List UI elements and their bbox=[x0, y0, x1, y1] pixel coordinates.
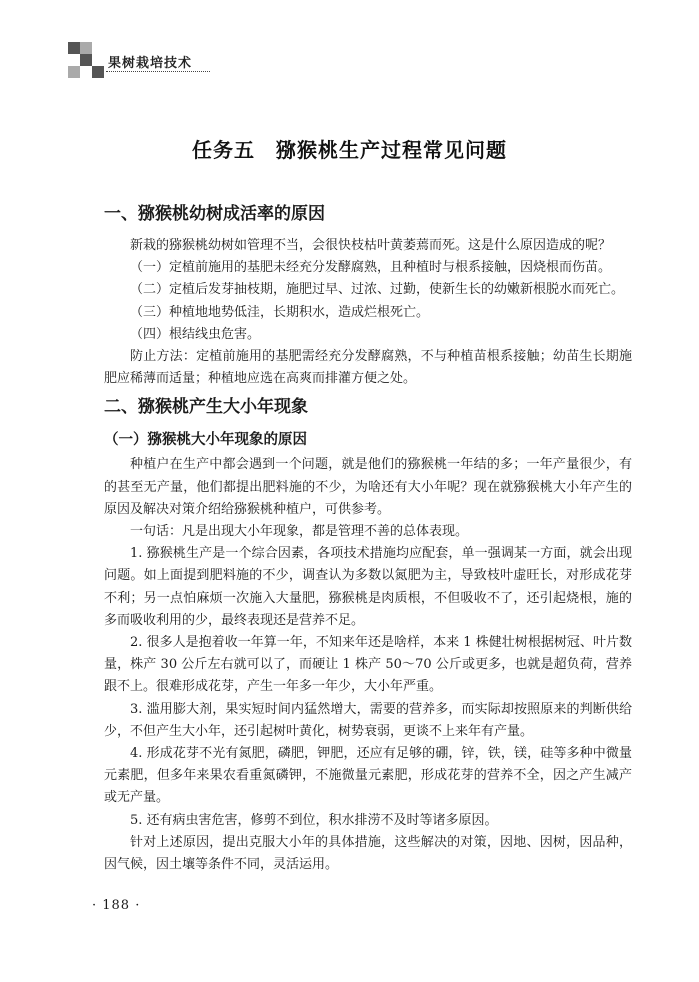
decor-square bbox=[68, 66, 80, 78]
decor-square bbox=[80, 42, 92, 54]
paragraph: 种植户在生产中都会遇到一个问题，就是他们的猕猴桃一年结的多；一年产量很少，有的甚至无产量，他们都提出肥料施的不少，为啥还有大小年呢？现在就猕猴桃大小年产生的原因及解决对策介绍给猕猴桃种植户，可供参考。 bbox=[104, 457, 632, 517]
paragraph: 防止方法：定植前施用的基肥需经充分发酵腐熟，不与种植苗根系接触；幼苗生长期施肥应稀薄而适量；种植地应选在高爽而排灌方便之处。 bbox=[104, 349, 632, 387]
decor-square bbox=[92, 66, 104, 78]
section-heading: 二、猕猴桃产生大小年现象 bbox=[104, 397, 308, 418]
paragraph: 3. 滥用膨大剂，果实短时间内猛然增大，需要的营养多，而实际却按照原来的判断供给少，不但产生大小年，还引起树叶黄化，树势衰弱，更谈不上来年有产量。 bbox=[104, 701, 632, 739]
task-title: 任务五 猕猴桃生产过程常见问题 bbox=[192, 138, 507, 162]
paragraph: （四）根结线虫危害。 bbox=[130, 326, 261, 342]
header-decoration bbox=[68, 42, 104, 78]
book-title: 果树栽培技术 bbox=[108, 56, 193, 71]
paragraph: 4. 形成花芽不光有氮肥，磷肥，钾肥，还应有足够的硼，锌，铁，镁，硅等多种中微量元素肥，但多年来果农看重氮磷钾，不施微量元素肥，形成花芽的营养不全，因之产生减产或无产量。 bbox=[104, 746, 632, 806]
decor-square bbox=[80, 54, 92, 66]
paragraph: 2. 很多人是抱着收一年算一年，不知来年还是啥样，本来 1 株健壮树根据树冠、叶片数量，株产 30 公斤左右就可以了，而硬让 1 株产 50～70 公斤或更多，也就是超负荷，营养跟不上。很难形成花芽，产生一年多一年少，大小年严重。 bbox=[104, 635, 632, 695]
paragraph: 一句话：凡是出现大小年现象，都是管理不善的总体表现。 bbox=[130, 524, 469, 540]
header-dotted-rule bbox=[106, 71, 210, 72]
paragraph: 新栽的猕猴桃幼树如管理不当，会很快枝枯叶黄萎蔫而死。这是什么原因造成的呢？ bbox=[130, 238, 612, 253]
page-body bbox=[104, 201, 632, 876]
subsection-heading: （一）猕猴桃大小年现象的原因 bbox=[104, 432, 307, 449]
section-heading: 一、猕猴桃幼树成活率的原因 bbox=[104, 204, 325, 224]
paragraph: （二）定植后发芽抽枝期，施肥过早、过浓、过勤，使新生长的幼嫩新根脱水而死亡。 bbox=[130, 282, 625, 298]
page-number: · 188 · bbox=[92, 898, 141, 913]
paragraph: 5. 还有病虫害危害，修剪不到位，积水排涝不及时等诸多原因。 bbox=[130, 812, 498, 828]
paragraph: 针对上述原因，提出克服大小年的具体措施，这些解决的对策，因地、因树，因品种，因气候，因土壤等条件不同，灵活运用。 bbox=[104, 834, 632, 873]
paragraph: （一）定植前施用的基肥未经充分发酵腐熟，且种植时与根系接触，因烧根而伤苗。 bbox=[130, 260, 612, 276]
paragraph: （三）种植地地势低洼，长期积水，造成烂根死亡。 bbox=[130, 304, 430, 320]
decor-square bbox=[68, 42, 80, 54]
paragraph: 1. 猕猴桃生产是一个综合因素，各项技术措施均应配套，单一强调某一方面，就会出现问题。如上面提到肥料施的不少，调查认为多数以氮肥为主，导致枝叶虚旺长，对形成花芽不利；另一点怕麻烦一次施入大量肥，猕猴桃是肉质根，不但吸收不了，还引起烧根，施的多而吸收利用的少，最终表现还是营养不足。 bbox=[104, 546, 632, 628]
